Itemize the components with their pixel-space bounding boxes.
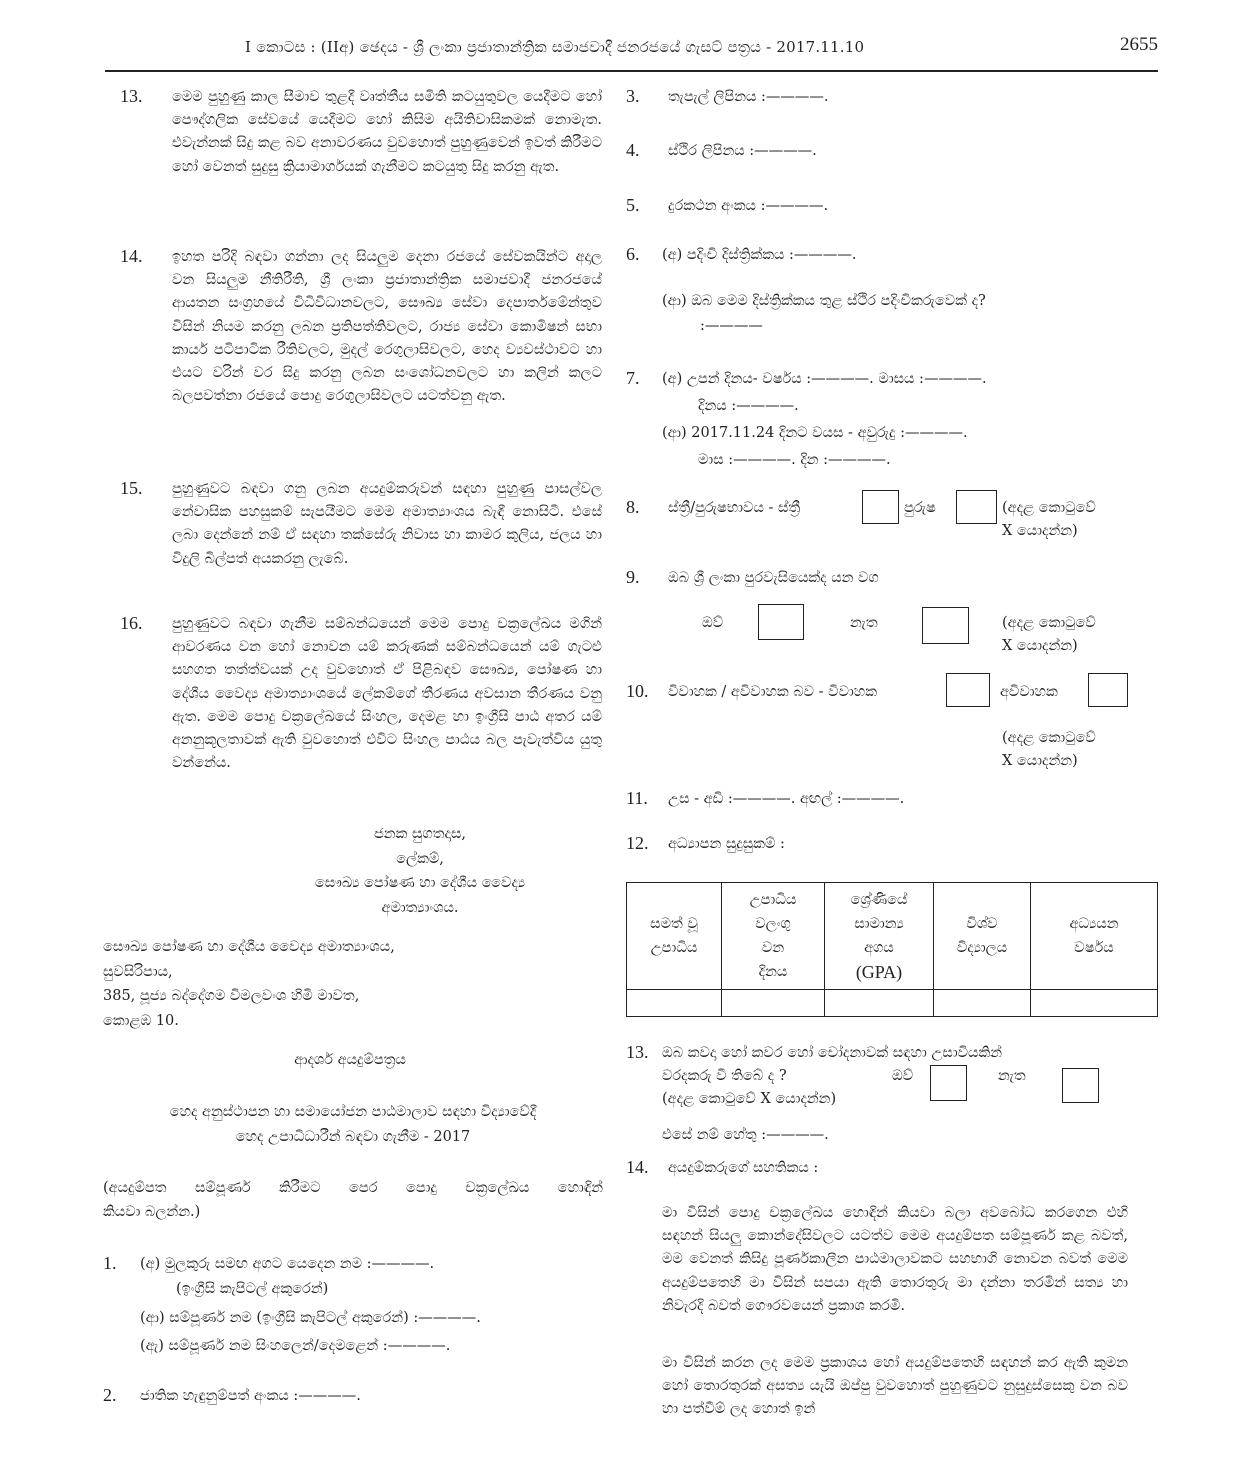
question-13-line-1: ඔබ කවදා හෝ කවර හෝ චෝදනාවක් සඳහා උසාවියකින්	[662, 1045, 1002, 1061]
header-valid-date	[722, 883, 825, 990]
male-checkbox[interactable]	[956, 490, 997, 524]
header-title: I කොටස : (IIඅ) ඡෙදය - ශ්‍රී ලංකා ප්‍රජාතාන්ත්‍රික සමාජවාදී ජනරජයේ ගැසට් පත්‍රය - 2017.11.10	[245, 38, 865, 56]
header-line: සාමාන්‍ය	[854, 916, 904, 932]
question-8-number: 8.	[626, 497, 640, 517]
signature-title: ලේකම්,	[396, 850, 444, 867]
clause-16-number: 16.	[120, 613, 143, 633]
question-10-text: විවාහක / අවිවාහක බව - විවාහක	[668, 684, 877, 700]
clause-14-text: ඉහත පරිදි බඳවා ගන්නා ලද සියලුම දෙනා රජයේ සේවකයින්ට අදාල වන සියලුම නීතිරීති, ශ්‍රී ලංකා ප්‍රජාතාන්ත්‍රික සමාජවාදී ජනරජයේ ආයතන සංග්‍රහයේ විධිවිධානවලට, සෞඛ්‍ය සේවා දෙපාර්තමේන්තුව විසින් නියම කරනු ලබන ප්‍රතිපත්තිවලට, රාජ්‍ය සේවා කොමිෂන් සභා කාර්ය පටිපාටික රීතිවලට, මුදල් රෙගුලාසිවලට, හෙද ව්‍යවස්ථාවට හා එයට වරින් වර සිදු කරනු ලබන සංශෝධනවලට හා කලින් කලට බලපවත්නා රජයේ පොදු රෙගුලාසිවලට යටත්වනු ඇත.	[172, 249, 602, 405]
table-row	[627, 990, 1158, 1017]
question-9-number: 9.	[626, 567, 640, 587]
question-1b: (ආ) සම්පූර්ණ නම (ඉංග්‍රීසි කැපිටල් අකුරෙන්) :————.	[140, 1310, 481, 1326]
question-6a: (අ) පදිංචි දිස්ත්‍රික්කය :————.	[662, 247, 857, 263]
header-line: වන	[761, 940, 785, 956]
header-gpa-abbr: (GPA)	[855, 962, 903, 982]
question-9-note-2: X යොදන්න)	[1002, 638, 1078, 654]
page-header	[105, 30, 1158, 72]
header-line: උපාධිය	[749, 892, 797, 908]
header-gpa	[825, 883, 934, 990]
question-7a-line-1: (අ) උපන් දිනය- වර්ෂය :————. මාසය :————.	[662, 371, 987, 387]
unmarried-label: අවිවාහක	[1000, 684, 1058, 700]
question-12-number: 12.	[626, 833, 649, 853]
convicted-yes-label: ඔව්	[892, 1068, 914, 1084]
header-line: විශ්ව	[966, 916, 998, 932]
question-4-number: 4.	[626, 140, 640, 160]
address-line: 385, පූජ්‍ය බද්දේගම විමලවංශ හිමි මාවත,	[103, 988, 360, 1004]
clause-13-number: 13.	[120, 86, 143, 106]
clause-15-text: පුහුණුවට බඳවා ගනු ලබන අයදුම්කරුවන් සඳහා පුහුණු පාසල්වල නේවාසික පහසුකම් සැපයීමට මෙම අමාත්‍යාංශය බැඳී නොසිටී. එසේ ලබා දෙන්නේ නම් ඒ සඳහා තක්සේරු නිවාස හා කාමර කුලිය, ජලය හා විදුලි බිල්පත් අයකරනු ලැබේ.	[172, 481, 602, 567]
header-line: විද්‍යාලය	[956, 940, 1008, 956]
question-10-note-2: X යොදන්න)	[1002, 753, 1078, 769]
question-10-note-1: (අදළ කොටුවේ	[1002, 730, 1096, 746]
table-cell[interactable]	[722, 990, 825, 1017]
unmarried-checkbox[interactable]	[1088, 673, 1128, 707]
question-4-text: ස්ථිර ලිපිනය :————.	[668, 143, 817, 159]
address-line: සෞඛ්‍ය පෝෂණ හා දේශීය වෛද්‍ය අමාත්‍යාංශය,	[103, 939, 395, 955]
table-cell[interactable]	[825, 990, 934, 1017]
declaration-paragraph-2: මා විසින් කරන ලද මෙම ප්‍රකාශය හෝ අයදුම්පතෙහි සඳහන් කර ඇති කුමන හෝ තොරතුරක් අසත්‍ය යැයි ඔප්පු වුවහොත් පුහුණුවට නුසුදුස්සෙකු වන බව හා පත්වීම් ලද හොත් ඉන්	[662, 1355, 1128, 1418]
question-7b-line-2: මාස :————. දින :————.	[698, 452, 891, 468]
question-11-number: 11.	[626, 788, 648, 808]
clause-14-number: 14.	[120, 246, 143, 266]
header-line: ශ්‍රේණියේ	[850, 892, 908, 908]
instruction-line-2: කියවා බලන්න.)	[103, 1204, 201, 1220]
question-7b-line-1: (ආ) 2017.11.24 දිනට වයස - අවුරුදු :————.	[662, 425, 968, 441]
header-line: දිනය	[758, 964, 788, 980]
question-10-number: 10.	[626, 681, 649, 701]
header-line: සමත් වූ	[650, 916, 698, 932]
education-table	[626, 882, 1158, 1017]
instruction-line-1: (අයදුම්පත සම්පූර්ණ කිරීමට පෙර පොදු චක්‍රලේඛය හොඳින්	[103, 1180, 603, 1196]
header-line: වර්ෂය	[1074, 940, 1114, 956]
address-line: කොළඹ 10.	[103, 1012, 179, 1029]
clause-15-number: 15.	[120, 478, 143, 498]
question-13-number: 13.	[626, 1042, 649, 1062]
header-line: අගය	[864, 940, 894, 956]
question-1-number: 1.	[103, 1253, 117, 1273]
question-8-text: ස්ත්‍රී/පුරුෂභාවය - ස්ත්‍රී	[668, 500, 801, 516]
question-9-note-1: (අදළ කොටුවේ	[1002, 615, 1096, 631]
male-label: පුරුෂ	[904, 500, 936, 516]
table-cell[interactable]	[1031, 990, 1158, 1017]
citizen-yes-label: ඔව්	[702, 615, 724, 631]
question-7-number: 7.	[626, 368, 640, 388]
signature-name: ජනක සුගතදාස,	[373, 826, 466, 842]
question-6b: (ආ) ඔබ මෙම දිස්ත්‍රික්කය තුළ ස්ථිර පදිංචිකරුවෙක් ද?	[662, 293, 986, 309]
address-block	[103, 935, 395, 1033]
question-5-text: දුරකථන අංකය :————.	[668, 198, 829, 214]
question-13-line-2: වරදකරු වී තිබේ ද ?	[662, 1068, 787, 1084]
question-7a-line-2: දිනය :————.	[698, 398, 799, 414]
header-university	[934, 883, 1031, 990]
question-5-number: 5.	[626, 195, 640, 215]
question-6b-line: :————	[700, 318, 763, 334]
question-1a-note: (ඉංග්‍රීසි කැපිටල් අකුරෙන්)	[176, 1281, 329, 1297]
form-title: ආදර්ශ අයදුම්පත්‍රය	[294, 1052, 406, 1068]
question-14-number: 14.	[626, 1157, 649, 1177]
signature-ministry-2: අමාත්‍යාංශය.	[381, 899, 459, 916]
question-3-number: 3.	[626, 86, 640, 106]
question-12-text: අධ්‍යාපන සුදුසුකම් :	[668, 836, 785, 852]
citizen-no-label: නැත	[850, 615, 878, 631]
header-academic-year	[1031, 883, 1158, 990]
question-1c: (ඇ) සම්පූර්ණ නම සිංහලෙන්/දෙමළෙන් :————.	[140, 1338, 451, 1354]
question-2-text: ජාතික හැඳුනුම්පත් අංකය :————.	[140, 1388, 361, 1404]
header-degree	[627, 883, 722, 990]
question-13-line-3: (අදළ කොටුවේ X යොදන්න)	[662, 1091, 837, 1107]
header-line: වලංගු	[755, 916, 791, 932]
question-14-title: අයදුම්කරුගේ සහතිකය :	[668, 1160, 819, 1176]
table-cell[interactable]	[627, 990, 722, 1017]
clause-13-text: මෙම පුහුණු කාල සීමාව තුළදී වෘත්තීය සමිති කටයුතුවල යෙදීමට හෝ පෞද්ගලික සේවයේ යෙදීමට හෝ කිසිම අයිතිවාසිකමක් නොමැත. එවැන්නක් සිදු කළ බව අනාවරණය වුවහොත් පුහුණුවෙන් ඉවත් කිරීමට හෝ වෙනත් සුදුසු ක්‍රියාමාර්ගයක් ගැනීමට කටයුතු සිදු කරනු ඇත.	[172, 89, 602, 175]
table-cell[interactable]	[934, 990, 1031, 1017]
clause-16-text: පුහුණුවට බඳවා ගැනීම සම්බන්ධයෙන් මෙම පොදු චක්‍රලේඛය මගින් ආවරණය වන හෝ නොවන යම් කරුණක් සම්බන්ධයෙන් යම් ගැටළු සහගත තත්ත්වයක් උද වුවහොත් ඒ පිළිබඳව සෞඛ්‍ය, පෝෂණ හා දේශීය වෛද්‍ය අමාත්‍යාංශයේ ලේකම්ගේ තීරණය අවසාන තීරණය වනු ඇත. මෙම පොදු චක්‍රලේඛයේ සිංහල, දෙමළ හා ඉංග්‍රීසි පාඨ අතර යම් අනනුකූලතාවක් ඇති වුවහොත් එවිට සිංහල පාඨය බල පැවැත්විය යුතු වන්නේය.	[172, 616, 602, 772]
page-number: 2655	[1120, 34, 1158, 55]
header-line: උපාධිය	[650, 940, 698, 956]
question-8-note-2: X යොදන්න)	[1002, 523, 1078, 539]
declaration-paragraph-1: මා විසින් පොදු චක්‍රලේඛය හොඳින් කියවා බලා අවබෝධ කරගෙන එහි සඳහන් සියලු කොන්දේසිවලට යටත්ව මෙම අයදුම්පත සම්පූර්ණ කළ බවත්, මම වෙනත් කිසිදු පූර්ණකාලීන පාඨමාලාවකට සහභාගි නොවන බවත් මෙම අයදුම්පතෙහි මා විසින් සපයා ඇති තොරතුරු මා දන්නා තරමින් සත්‍ය හා නිවැරදි බවත් ගෞරවයෙන් ප්‍රකාශ කරමි.	[662, 1205, 1128, 1314]
question-11-text: උස - අඩි :————. අඟල් :————.	[668, 791, 905, 807]
address-line: සුවසිරිපාය,	[103, 963, 173, 980]
question-13-reason: එසේ නම් හේතු :————.	[662, 1127, 829, 1143]
convicted-yes-checkbox[interactable]	[930, 1065, 967, 1101]
married-checkbox[interactable]	[946, 673, 990, 707]
form-subtitle-line-2: හෙද උපාධිධාරීන් බඳවා ගැනීම - 2017	[235, 1129, 471, 1145]
convicted-no-checkbox[interactable]	[1062, 1068, 1099, 1103]
citizen-no-checkbox[interactable]	[922, 607, 969, 644]
form-subtitle-line-1: හෙද අනුස්ථාපන හා සමායෝජන පාඨමාලාව සඳහා විද්‍යාවේදී	[169, 1104, 537, 1120]
signature-ministry: සෞඛ්‍ය පෝෂණ හා දේශීය වෛද්‍ය	[314, 875, 526, 891]
signature-block	[240, 822, 600, 920]
question-2-number: 2.	[103, 1385, 117, 1405]
header-line: අධ්‍යයන	[1069, 916, 1119, 932]
female-checkbox[interactable]	[862, 490, 899, 524]
citizen-yes-checkbox[interactable]	[758, 604, 804, 640]
question-1a: (අ) මුලකුරු සමඟ අගට යෙදෙන නම :————.	[140, 1256, 435, 1272]
question-8-note-1: (අදළ කොටුවේ	[1002, 500, 1096, 516]
question-9-text: ඔබ ශ්‍රී ලංකා පුරවැසියෙක්ද යන වග	[668, 570, 879, 586]
question-3-text: තැපැල් ලිපිනය :————.	[668, 89, 829, 105]
question-6-number: 6.	[626, 244, 640, 264]
table-header-row	[627, 883, 1158, 990]
convicted-no-label: නැත	[998, 1068, 1026, 1084]
